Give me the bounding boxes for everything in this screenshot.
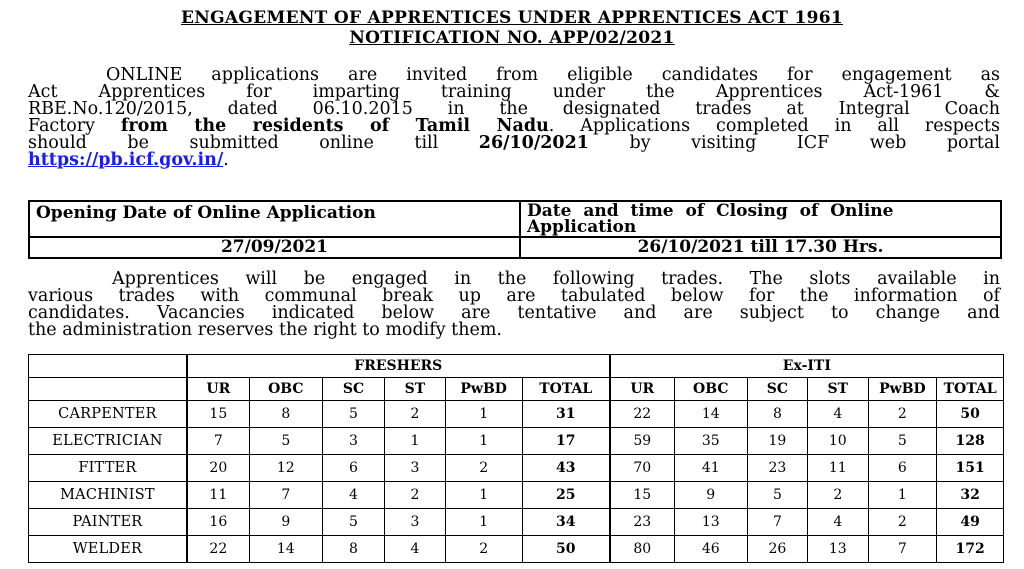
column-header: ST — [808, 378, 868, 401]
exiti-st-cell: 13 — [808, 536, 868, 563]
exiti-total-cell: 32 — [937, 482, 1004, 509]
column-header: OBC — [674, 378, 747, 401]
exiti-group-header: Ex-ITI — [610, 355, 1004, 378]
exiti-obc-cell: 14 — [674, 401, 747, 428]
opening-date-label: Opening Date of Online Application — [29, 201, 520, 237]
freshers-obc-cell: 9 — [249, 509, 322, 536]
freshers-obc-cell: 14 — [249, 536, 322, 563]
exiti-pwbd-cell: 7 — [868, 536, 937, 563]
trades-line: various trades with communal break up are tabulated below for the information of — [28, 286, 1000, 306]
table-row — [29, 428, 1004, 455]
freshers-pwbd-cell: 1 — [445, 482, 522, 509]
exiti-sc-cell: 23 — [747, 455, 807, 482]
column-header: OBC — [249, 378, 322, 401]
freshers-obc-cell: 5 — [249, 428, 322, 455]
column-header: PwBD — [868, 378, 937, 401]
exiti-total-cell: 172 — [937, 536, 1004, 563]
exiti-total-cell: 49 — [937, 509, 1004, 536]
column-header: UR — [610, 378, 675, 401]
trades-line: candidates. Vacancies indicated below are tentative and are subject to change and — [28, 303, 1000, 323]
freshers-ur-cell: 7 — [187, 428, 250, 455]
exiti-pwbd-cell: 2 — [868, 401, 937, 428]
trade-name: MACHINIST — [29, 482, 187, 509]
exiti-sc-cell: 5 — [747, 482, 807, 509]
freshers-ur-cell: 11 — [187, 482, 250, 509]
intro-line: Act Apprentices for imparting training under the Apprentices Act-1961 & — [28, 82, 1000, 102]
exiti-obc-cell: 41 — [674, 455, 747, 482]
freshers-obc-cell: 7 — [249, 482, 322, 509]
freshers-sc-cell: 6 — [322, 455, 385, 482]
exiti-total-cell: 128 — [937, 428, 1004, 455]
intro-line: should be submitted online till 26/10/2021 by visiting ICF web portal — [28, 133, 1000, 153]
exiti-st-cell: 10 — [808, 428, 868, 455]
exiti-st-cell: 4 — [808, 401, 868, 428]
closing-date-label: Date and time of Closing of Online Application — [520, 201, 1001, 237]
freshers-st-cell: 1 — [385, 428, 445, 455]
exiti-obc-cell: 13 — [674, 509, 747, 536]
freshers-total-cell: 50 — [522, 536, 610, 563]
freshers-obc-cell: 12 — [249, 455, 322, 482]
freshers-total-cell: 34 — [522, 509, 610, 536]
trades-line: the administration reserves the right to modify them. — [28, 320, 502, 340]
freshers-total-cell: 17 — [522, 428, 610, 455]
intro-line: RBE.No.120/2015, dated 06.10.2015 in the designated trades at Integral Coach — [28, 99, 1000, 119]
trade-name: PAINTER — [29, 509, 187, 536]
exiti-st-cell: 2 — [808, 482, 868, 509]
trade-name: WELDER — [29, 536, 187, 563]
table-row — [29, 401, 1004, 428]
freshers-st-cell: 2 — [385, 482, 445, 509]
column-header: SC — [322, 378, 385, 401]
freshers-st-cell: 3 — [385, 509, 445, 536]
exiti-pwbd-cell: 6 — [868, 455, 937, 482]
exiti-ur-cell: 22 — [610, 401, 675, 428]
exiti-ur-cell: 15 — [610, 482, 675, 509]
table-row — [29, 455, 1004, 482]
exiti-pwbd-cell: 2 — [868, 509, 937, 536]
exiti-total-cell: 50 — [937, 401, 1004, 428]
freshers-st-cell: 4 — [385, 536, 445, 563]
freshers-pwbd-cell: 2 — [445, 455, 522, 482]
freshers-pwbd-cell: 1 — [445, 428, 522, 455]
table-row — [29, 509, 1004, 536]
trades-line: Apprentices will be engaged in the following trades. The slots available in — [112, 269, 1000, 289]
closing-date-value: 26/10/2021 till 17.30 Hrs. — [520, 237, 1001, 258]
exiti-ur-cell: 70 — [610, 455, 675, 482]
trade-name: CARPENTER — [29, 401, 187, 428]
freshers-sc-cell: 5 — [322, 401, 385, 428]
freshers-pwbd-cell: 1 — [445, 401, 522, 428]
freshers-sc-cell: 4 — [322, 482, 385, 509]
exiti-st-cell: 11 — [808, 455, 868, 482]
intro-paragraph — [28, 67, 1000, 169]
column-header: UR — [187, 378, 250, 401]
trade-name: ELECTRICIAN — [29, 428, 187, 455]
freshers-sc-cell: 3 — [322, 428, 385, 455]
freshers-sc-cell: 5 — [322, 509, 385, 536]
trade-name: FITTER — [29, 455, 187, 482]
application-dates-table — [28, 200, 1002, 259]
notification-number: NOTIFICATION NO. APP/02/2021 — [349, 28, 675, 48]
exiti-sc-cell: 19 — [747, 428, 807, 455]
freshers-pwbd-cell: 2 — [445, 536, 522, 563]
freshers-group-header: FRESHERS — [187, 355, 610, 378]
column-header: PwBD — [445, 378, 522, 401]
table-row — [29, 536, 1004, 563]
exiti-obc-cell: 46 — [674, 536, 747, 563]
exiti-sc-cell: 26 — [747, 536, 807, 563]
trades-paragraph — [28, 271, 1000, 339]
exiti-st-cell: 4 — [808, 509, 868, 536]
column-header: TOTAL — [522, 378, 610, 401]
freshers-total-cell: 43 — [522, 455, 610, 482]
notice-title: ENGAGEMENT OF APPRENTICES UNDER APPRENTICES ACT 1961 — [180, 8, 843, 28]
column-header: TOTAL — [937, 378, 1004, 401]
freshers-total-cell: 25 — [522, 482, 610, 509]
freshers-obc-cell: 8 — [249, 401, 322, 428]
exiti-ur-cell: 59 — [610, 428, 675, 455]
vacancy-table — [28, 354, 1004, 563]
freshers-ur-cell: 15 — [187, 401, 250, 428]
exiti-pwbd-cell: 1 — [868, 482, 937, 509]
freshers-total-cell: 31 — [522, 401, 610, 428]
exiti-sc-cell: 8 — [747, 401, 807, 428]
table-row — [29, 482, 1004, 509]
freshers-ur-cell: 20 — [187, 455, 250, 482]
exiti-obc-cell: 35 — [674, 428, 747, 455]
exiti-ur-cell: 23 — [610, 509, 675, 536]
freshers-ur-cell: 22 — [187, 536, 250, 563]
freshers-pwbd-cell: 1 — [445, 509, 522, 536]
portal-link[interactable]: https://pb.icf.gov.in/ — [28, 150, 224, 170]
trade-header-blank — [29, 355, 187, 378]
exiti-sc-cell: 7 — [747, 509, 807, 536]
freshers-st-cell: 2 — [385, 401, 445, 428]
column-header: SC — [747, 378, 807, 401]
column-header: ST — [385, 378, 445, 401]
freshers-st-cell: 3 — [385, 455, 445, 482]
intro-line: Factory from the residents of Tamil Nadu. Applications completed in all respects — [28, 116, 1000, 136]
freshers-ur-cell: 16 — [187, 509, 250, 536]
exiti-pwbd-cell: 5 — [868, 428, 937, 455]
opening-date-value: 27/09/2021 — [29, 237, 520, 258]
trade-column-header — [29, 378, 187, 401]
freshers-sc-cell: 8 — [322, 536, 385, 563]
exiti-obc-cell: 9 — [674, 482, 747, 509]
exiti-ur-cell: 80 — [610, 536, 675, 563]
exiti-total-cell: 151 — [937, 455, 1004, 482]
intro-line: https://pb.icf.gov.in/. — [28, 150, 229, 170]
intro-line: ONLINE applications are invited from eligible candidates for engagement as — [106, 65, 1000, 85]
